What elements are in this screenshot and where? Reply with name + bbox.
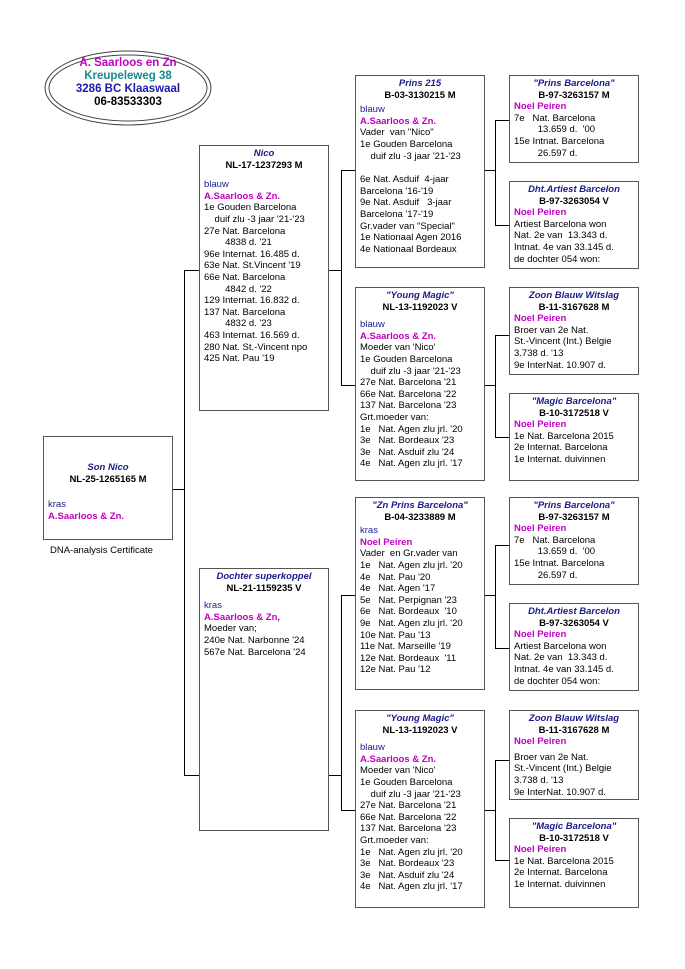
result-line: duif zlu -3 jaar '21-'23	[360, 150, 461, 162]
dna-certificate-note: DNA-analysis Certificate	[50, 545, 153, 556]
result-line: 27e Nat. Barcelona '21	[360, 377, 457, 389]
feather-color: kras	[48, 499, 66, 511]
result-line: 15e Intnat. Barcelona	[514, 135, 605, 147]
results	[514, 113, 634, 159]
feather-color: blauw	[360, 319, 385, 331]
owner: Noel Peiren	[514, 101, 567, 113]
result-line: 6e Nat. Asduif 4-jaar	[360, 174, 449, 186]
results	[360, 342, 480, 470]
connector	[495, 120, 509, 121]
connector	[495, 545, 509, 546]
ring-number: B-11-3167628 M	[538, 724, 610, 736]
owner: A.Saarloos & Zn.	[360, 115, 437, 127]
result-line: Artiest Barcelona won	[514, 218, 607, 230]
owner: Noel Peiren	[514, 844, 567, 856]
paternal-grandfather-card	[355, 75, 485, 268]
result-line: Intnat. 4e van 33.145 d.	[514, 241, 614, 253]
result-line: 4e Nat. Agen zlu jrl. '17	[360, 881, 463, 893]
great-grandparent-card-7	[509, 710, 639, 800]
result-line: 4842 d. '22	[204, 283, 272, 295]
owner: Noel Peiren	[514, 207, 567, 219]
result-line: 1e Gouden Barcelona	[204, 202, 297, 214]
result-line: 7e Nat. Barcelona	[514, 112, 596, 124]
result-line: 9e InterNat. 10.907 d.	[514, 786, 606, 798]
result-line: 15e Intnat. Barcelona	[514, 557, 605, 569]
great-grandparent-card-6	[509, 603, 639, 691]
pigeon-name: Zoon Blauw Witslag	[528, 713, 620, 724]
pigeon-name: Dochter superkoppel	[216, 571, 312, 582]
owner: Noel Peiren	[360, 536, 413, 548]
results	[514, 752, 634, 798]
breeder-phone: 06-83533303	[94, 96, 162, 108]
connector	[341, 385, 355, 386]
connector	[341, 595, 342, 810]
result-line: 1e Nat. Agen zlu jrl. '20	[360, 559, 463, 571]
feather-color: kras	[204, 600, 222, 612]
breeder-address	[43, 57, 213, 109]
result-line: 1e Internat. duivinnen	[514, 878, 606, 890]
result-line: 13.659 d. '00	[514, 124, 596, 136]
result-line: 280 Nat. St.-Vincent npo	[204, 341, 308, 353]
result-line: Gr.vader van "Special"	[360, 220, 455, 232]
result-line: 4832 d. '23	[204, 318, 272, 330]
result-line: 1e Nat. Barcelona 2015	[514, 855, 614, 867]
result-line: Grt.moeder van:	[360, 411, 429, 423]
result-line: 4e Nat. Agen '17	[360, 583, 436, 595]
result-line: Barcelona '16-'19	[360, 185, 434, 197]
results	[360, 765, 480, 893]
result-line: 2e Internat. Barcelona	[514, 442, 608, 454]
result-line: 7e Nat. Barcelona	[514, 534, 596, 546]
connector	[484, 385, 495, 386]
result-line: 3e Nat. Bordeaux '23	[360, 435, 455, 447]
results	[514, 431, 634, 466]
connector	[495, 437, 509, 438]
ring-number: NL-17-1237293 M	[225, 159, 303, 171]
feather-color: blauw	[360, 104, 385, 116]
pigeon-name: "Magic Barcelona"	[531, 821, 617, 832]
result-line: 129 Internat. 16.832 d.	[204, 295, 300, 307]
result-line: 3.738 d. '13	[514, 347, 564, 359]
result-line: 137 Nat. Barcelona	[204, 306, 286, 318]
ring-number: B-97-3263054 V	[539, 195, 609, 207]
owner: Noel Peiren	[514, 523, 567, 535]
owner: Noel Peiren	[514, 629, 567, 641]
maternal-grandfather-card	[355, 497, 485, 690]
results	[514, 219, 634, 265]
connector	[495, 225, 509, 226]
result-line: 3.738 d. '13	[514, 774, 564, 786]
pigeon-name: Son Nico	[87, 462, 129, 473]
result-line: 3e Nat. Bordeaux '23	[360, 858, 455, 870]
connector	[495, 545, 496, 648]
owner: A.Saarloos & Zn.	[360, 753, 437, 765]
connector	[184, 270, 199, 271]
connector	[484, 810, 495, 811]
result-line: 1e Gouden Barcelona	[360, 353, 453, 365]
result-line: Artiest Barcelona won	[514, 640, 607, 652]
result-line: 3e Nat. Asduif zlu '24	[360, 446, 455, 458]
result-line: 63e Nat. St.Vincent '19	[204, 260, 301, 272]
result-line: 9e InterNat. 10.907 d.	[514, 359, 606, 371]
result-line: 3e Nat. Asduif zlu '24	[360, 869, 455, 881]
result-line: 567e Nat. Barcelona '24	[204, 646, 306, 658]
result-line: 66e Nat. Barcelona '22	[360, 388, 457, 400]
pigeon-name: "Young Magic"	[386, 290, 454, 301]
connector	[184, 270, 185, 775]
father-card	[199, 145, 329, 411]
ring-number: NL-13-1192023 V	[382, 724, 458, 736]
owner: A.Saarloos & Zn,	[204, 611, 281, 623]
result-line: 463 Internat. 16.569 d.	[204, 329, 300, 341]
result-line: 6e Nat. Bordeaux '10	[360, 606, 457, 618]
pigeon-name: "Magic Barcelona"	[531, 396, 617, 407]
connector	[341, 170, 342, 385]
owner: A.Saarloos & Zn.	[204, 190, 281, 202]
connector	[341, 595, 355, 596]
pigeon-name: Dht.Artiest Barcelon	[528, 184, 620, 195]
ring-number: B-03-3130215 M	[384, 89, 456, 101]
result-line: de dochter 054 won:	[514, 253, 601, 265]
connector	[495, 335, 496, 437]
connector	[495, 860, 509, 861]
result-line: 11e Nat. Marseille '19	[360, 641, 451, 653]
ring-number: B-11-3167628 M	[538, 301, 610, 313]
paternal-grandmother-card	[355, 287, 485, 481]
result-line: Grt.moeder van:	[360, 834, 429, 846]
maternal-grandmother-card	[355, 710, 485, 908]
results	[360, 127, 480, 162]
result-line: 1e Internat. duivinnen	[514, 453, 606, 465]
result-line: duif zlu -3 jaar '21-'23	[360, 365, 461, 377]
result-line: 26.597 d.	[514, 569, 578, 581]
breeder-street: Kreupeleweg 38	[84, 70, 172, 82]
pigeon-name: Dht.Artiest Barcelon	[528, 606, 620, 617]
result-line: St.-Vincent (Int.) Belgie	[514, 336, 612, 348]
result-line: 9e Nat. Asduif 3-jaar	[360, 197, 452, 209]
results-extra	[360, 174, 480, 255]
result-line: 26.597 d.	[514, 147, 578, 159]
result-line: 137 Nat. Barcelona '23	[360, 400, 457, 412]
result-line: duif zlu -3 jaar '21-'23	[204, 213, 305, 225]
result-line: de dochter 054 won:	[514, 675, 601, 687]
connector	[328, 775, 341, 776]
result-line: 96e Internat. 16.485 d.	[204, 248, 300, 260]
great-grandparent-card-4	[509, 393, 639, 481]
result-line: 240e Nat. Narbonne '24	[204, 634, 305, 646]
result-line: 27e Nat. Barcelona '21	[360, 800, 457, 812]
result-line: 1e Nat. Agen zlu jrl. '20	[360, 846, 463, 858]
result-line: 1e Nat. Agen zlu jrl. '20	[360, 423, 463, 435]
connector	[495, 335, 509, 336]
owner: Noel Peiren	[514, 419, 567, 431]
result-line: Moeder van 'Nico'	[360, 765, 436, 777]
ring-number: B-97-3263157 M	[538, 511, 610, 523]
result-line: 12e Nat. Bordeaux '11	[360, 652, 457, 664]
connector	[495, 120, 496, 225]
ring-number: B-04-3233889 M	[384, 511, 456, 523]
results	[360, 548, 480, 676]
owner: Noel Peiren	[514, 313, 567, 325]
pigeon-name: Nico	[253, 148, 275, 159]
result-line: 2e Internat. Barcelona	[514, 867, 608, 879]
results	[514, 641, 634, 687]
result-line: 4838 d. '21	[204, 237, 272, 249]
ring-number: NL-13-1192023 V	[382, 301, 458, 313]
great-grandparent-card-5	[509, 497, 639, 585]
breeder-city: 3286 BC Klaaswaal	[75, 83, 181, 95]
results	[514, 325, 634, 371]
great-grandparent-card-1	[509, 75, 639, 163]
result-line: 1e Nat. Barcelona 2015	[514, 430, 614, 442]
result-line: 1e Gouden Barcelona	[360, 138, 453, 150]
results	[204, 202, 324, 364]
pigeon-name: "Prins Barcelona"	[533, 500, 615, 511]
result-line: duif zlu -3 jaar '21-'23	[360, 788, 461, 800]
connector	[341, 170, 355, 171]
pigeon-name: "Prins Barcelona"	[533, 78, 615, 89]
connector	[341, 810, 355, 811]
result-line: Vader en Gr.vader van	[360, 548, 458, 560]
results	[514, 535, 634, 581]
result-line: 4e Nat. Agen zlu jrl. '17	[360, 458, 463, 470]
connector	[172, 489, 184, 490]
result-line: 425 Nat. Pau '19	[204, 353, 275, 365]
owner: A.Saarloos & Zn.	[48, 510, 125, 522]
result-line: 66e Nat. Barcelona '22	[360, 811, 457, 823]
result-line: Moeder van;	[204, 623, 257, 635]
pigeon-name: "Zn Prins Barcelona"	[372, 500, 468, 511]
feather-color: blauw	[360, 742, 385, 754]
connector	[484, 595, 495, 596]
ring-number: B-10-3172518 V	[539, 407, 609, 419]
great-grandparent-card-8	[509, 818, 639, 908]
result-line: 10e Nat. Pau '13	[360, 629, 431, 641]
result-line: 4e Nat. Pau '20	[360, 571, 431, 583]
ring-number: NL-25-1265165 M	[69, 473, 147, 485]
result-line: 4e Nationaal Bordeaux	[360, 243, 457, 255]
pigeon-name: Prins 215	[398, 78, 442, 89]
great-grandparent-card-2	[509, 181, 639, 269]
feather-color: blauw	[204, 179, 229, 191]
results	[514, 856, 634, 891]
connector	[484, 170, 495, 171]
connector	[495, 760, 496, 860]
owner: A.Saarloos & Zn.	[360, 330, 437, 342]
result-line: 13.659 d. '00	[514, 546, 596, 558]
result-line: Vader van "Nico"	[360, 127, 434, 139]
owner: Noel Peiren	[514, 736, 567, 748]
ring-number: B-10-3172518 V	[539, 832, 609, 844]
result-line: Barcelona '17-'19	[360, 208, 434, 220]
pigeon-name: "Young Magic"	[386, 713, 454, 724]
result-line: 12e Nat. Pau '12	[360, 664, 431, 676]
ring-number: B-97-3263157 M	[538, 89, 610, 101]
pigeon-name: Zoon Blauw Witslag	[528, 290, 620, 301]
ring-number: NL-21-1159235 V	[226, 582, 302, 594]
connector	[184, 775, 199, 776]
result-line: 5e Nat. Perpignan '23	[360, 594, 457, 606]
result-line: Nat. 2e van 13.343 d.	[514, 230, 608, 242]
result-line: St.-Vincent (Int.) Belgie	[514, 763, 612, 775]
result-line: 1e Gouden Barcelona	[360, 776, 453, 788]
result-line: Broer van 2e Nat.	[514, 751, 589, 763]
feather-color: kras	[360, 525, 378, 537]
connector	[495, 760, 509, 761]
result-line: Nat. 2e van 13.343 d.	[514, 652, 608, 664]
result-line: 27e Nat. Barcelona	[204, 225, 286, 237]
great-grandparent-card-3	[509, 287, 639, 375]
result-line: Moeder van 'Nico'	[360, 342, 436, 354]
subject-pigeon-card	[43, 436, 173, 540]
ring-number: B-97-3263054 V	[539, 617, 609, 629]
result-line: Broer van 2e Nat.	[514, 324, 589, 336]
result-line: Intnat. 4e van 33.145 d.	[514, 663, 614, 675]
result-line: 9e Nat. Agen zlu jrl. '20	[360, 617, 463, 629]
result-line: 1e Nationaal Agen 2016	[360, 232, 462, 244]
result-line: 137 Nat. Barcelona '23	[360, 823, 457, 835]
connector	[328, 270, 341, 271]
connector	[495, 648, 509, 649]
results	[204, 623, 324, 658]
result-line: 66e Nat. Barcelona	[204, 271, 286, 283]
mother-card	[199, 568, 329, 831]
breeder-name: A. Saarloos en Zn	[79, 57, 177, 69]
